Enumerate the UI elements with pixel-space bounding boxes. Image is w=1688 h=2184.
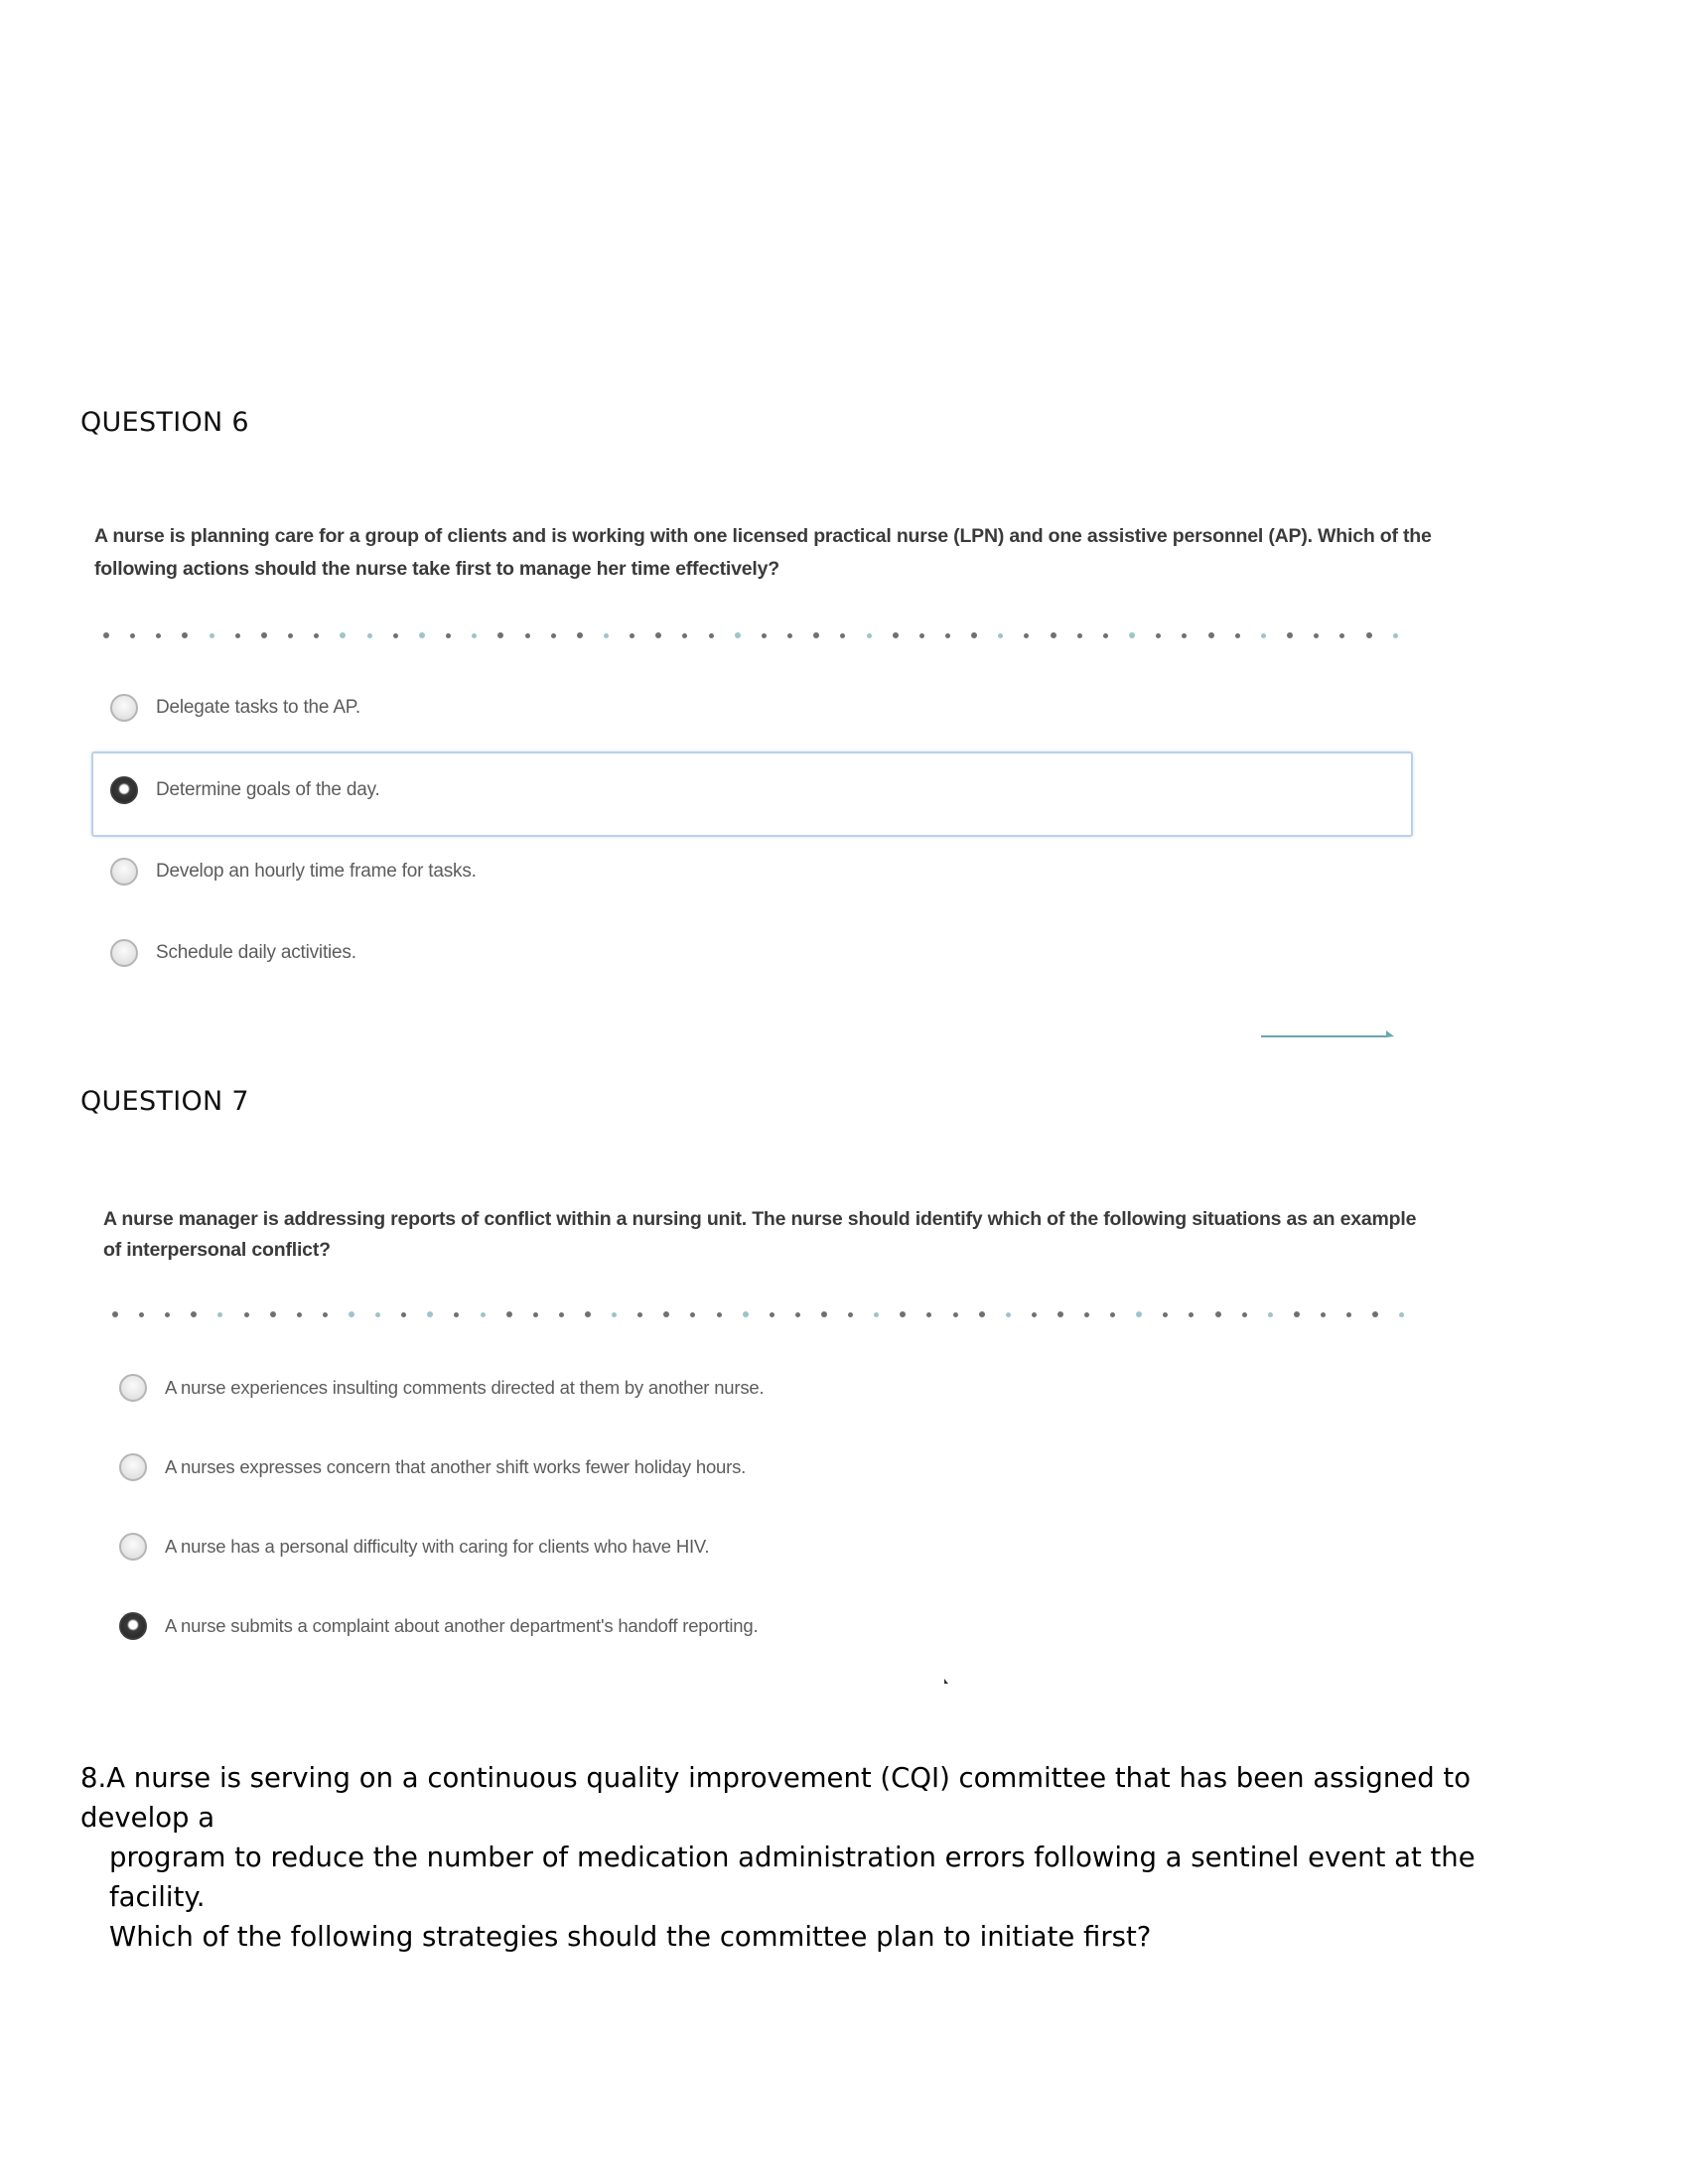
q6-option-a[interactable] [110,688,360,728]
progress-dot [787,633,792,638]
progress-dot [1314,633,1319,638]
progress-dot [630,633,634,638]
progress-dot [900,1311,906,1317]
q6-option-d[interactable] [110,933,356,973]
progress-dot [821,1311,827,1317]
progress-dot [1129,632,1135,638]
progress-dot [401,1312,406,1317]
progress-dot [340,632,346,638]
q7-option-b-label: A nurses expresses concern that another shift works fewer holiday hours. [165,1456,747,1477]
progress-dot [506,1311,512,1317]
progress-dot [709,633,714,638]
q6-option-c[interactable] [110,852,477,891]
cursor-icon [941,1678,951,1688]
progress-dot [795,1312,800,1317]
progress-dot [735,632,741,638]
q6-option-b[interactable] [110,770,380,810]
radio-button-selected[interactable] [110,776,138,804]
progress-dot [367,633,372,638]
question-8-line-2: program to reduce the number of medication administration errors following a sentinel event at the facility. [109,1842,1476,1913]
progress-dots [103,631,1398,639]
radio-button[interactable] [119,1533,147,1561]
radio-button[interactable] [110,858,138,886]
progress-dot [454,1312,459,1317]
progress-dot [663,1311,669,1317]
progress-dot [182,632,188,638]
progress-dot [867,633,872,638]
progress-dot [1287,632,1293,638]
progress-dot [1051,632,1056,638]
question-7-prompt [103,1204,1424,1266]
progress-dot [217,1312,222,1317]
progress-dot [314,633,319,638]
progress-dot [1235,633,1240,638]
progress-dot [1268,1312,1273,1317]
progress-dot [1346,1312,1351,1317]
progress-dot [446,633,451,638]
progress-dot [953,1312,958,1317]
progress-dot [139,1312,144,1317]
progress-dot [419,632,425,638]
progress-dot [655,632,661,638]
question-6-heading: QUESTION 6 [80,407,249,438]
progress-dot [577,632,583,638]
q7-option-d-label: A nurse submits a complaint about another department's handoff reporting. [165,1615,759,1636]
progress-dot [874,1312,879,1317]
progress-dot [393,633,398,638]
progress-dot [1136,1311,1142,1317]
progress-dot [112,1311,118,1317]
progress-dot [919,633,924,638]
question-6-prompt [94,520,1432,586]
radio-button[interactable] [119,1374,147,1402]
progress-dot [840,633,845,638]
question-7-heading: QUESTION 7 [80,1086,249,1117]
progress-dot [926,1312,931,1317]
progress-dot [1321,1312,1326,1317]
q6-option-c-label: Develop an hourly time frame for tasks. [156,861,477,882]
q7-option-d[interactable] [119,1606,758,1646]
progress-dot [1163,1312,1168,1317]
progress-dot [1215,1311,1221,1317]
progress-dots [112,1310,1405,1318]
progress-dot [297,1312,302,1317]
progress-dot [323,1312,328,1317]
progress-dot [682,633,687,638]
progress-dot [848,1312,853,1317]
progress-dot [1366,632,1372,638]
progress-dot [637,1312,642,1317]
progress-dot [210,633,214,638]
progress-dot [1057,1311,1063,1317]
progress-dot [559,1312,564,1317]
question-7-prompt-line-1: A nurse manager is addressing reports of conflict within a nursing unit. The nurse should identify which of the following situations as an example [103,1208,1417,1230]
progress-dot [261,632,267,638]
q6-option-b-label: Determine goals of the day. [156,779,380,800]
q6-option-d-label: Schedule daily activities. [156,942,356,963]
progress-dot [813,632,819,638]
q6-option-a-label: Delegate tasks to the AP. [156,697,360,718]
progress-dot [1084,1312,1089,1317]
q7-option-b[interactable] [119,1447,746,1487]
progress-dot [690,1312,695,1317]
question-6-prompt-line-2: following actions should the nurse take first to manage her time effectively? [94,558,779,580]
q7-option-c-label: A nurse has a personal difficulty with caring for clients who have HIV. [165,1536,710,1557]
progress-dot [1032,1312,1037,1317]
progress-dot [1294,1311,1300,1317]
progress-dot [1393,633,1398,638]
question-8-line-1: 8.A nurse is serving on a continuous quality improvement (CQI) committee that has been assigned to develop a [80,1762,1472,1834]
progress-dot [130,633,135,638]
progress-dot [235,633,240,638]
progress-dot [1182,633,1187,638]
question-8-line-3: Which of the following strategies should the committee plan to initiate first? [109,1921,1152,1953]
progress-dot [612,1312,617,1317]
progress-dot [1006,1312,1011,1317]
progress-dot [103,632,109,638]
progress-dot [762,633,767,638]
progress-dot [551,633,556,638]
radio-button[interactable] [119,1453,147,1481]
progress-dot [375,1312,380,1317]
progress-dot [971,632,977,638]
radio-button-selected[interactable] [119,1612,147,1640]
progress-dot [717,1312,722,1317]
q7-option-a-label: A nurse experiences insulting comments directed at them by another nurse. [165,1377,765,1398]
progress-dot [1399,1312,1404,1317]
progress-dot [1024,633,1029,638]
progress-dot [288,633,293,638]
question-8-text [80,1758,1490,1957]
progress-dot [1156,633,1161,638]
progress-dot [743,1311,749,1317]
progress-dot [427,1311,433,1317]
progress-dot [1242,1312,1247,1317]
progress-dot [349,1311,354,1317]
progress-dot [998,633,1003,638]
progress-dot [525,633,530,638]
progress-dot [156,633,161,638]
progress-dot [244,1312,249,1317]
q7-option-c[interactable] [119,1527,709,1567]
progress-dot [481,1312,486,1317]
progress-dot [585,1311,591,1317]
question-7-prompt-line-2: of interpersonal conflict? [103,1239,331,1261]
progress-dot [1077,633,1082,638]
progress-dot [893,632,899,638]
q7-option-a[interactable] [119,1368,764,1408]
progress-dot [945,633,950,638]
progress-dot [497,632,503,638]
progress-dot [1261,633,1266,638]
progress-dot [1110,1312,1115,1317]
progress-dot [165,1312,170,1317]
progress-dot [979,1311,985,1317]
progress-dot [770,1312,774,1317]
progress-dot [1372,1311,1378,1317]
progress-dot [1189,1312,1194,1317]
progress-dot [191,1311,197,1317]
question-6-prompt-line-1: A nurse is planning care for a group of clients and is working with one licensed practical nurse (LPN) and one assistive personnel (AP). Which of the [94,525,1432,547]
radio-button[interactable] [110,939,138,967]
radio-button[interactable] [110,694,138,722]
progress-dot [270,1311,276,1317]
progress-dot [1103,633,1108,638]
progress-dot [472,633,477,638]
progress-dot [604,633,609,638]
progress-dot [1339,633,1344,638]
progress-dot [533,1312,538,1317]
progress-dot [1208,632,1214,638]
next-arrow-icon[interactable] [1259,1024,1398,1040]
